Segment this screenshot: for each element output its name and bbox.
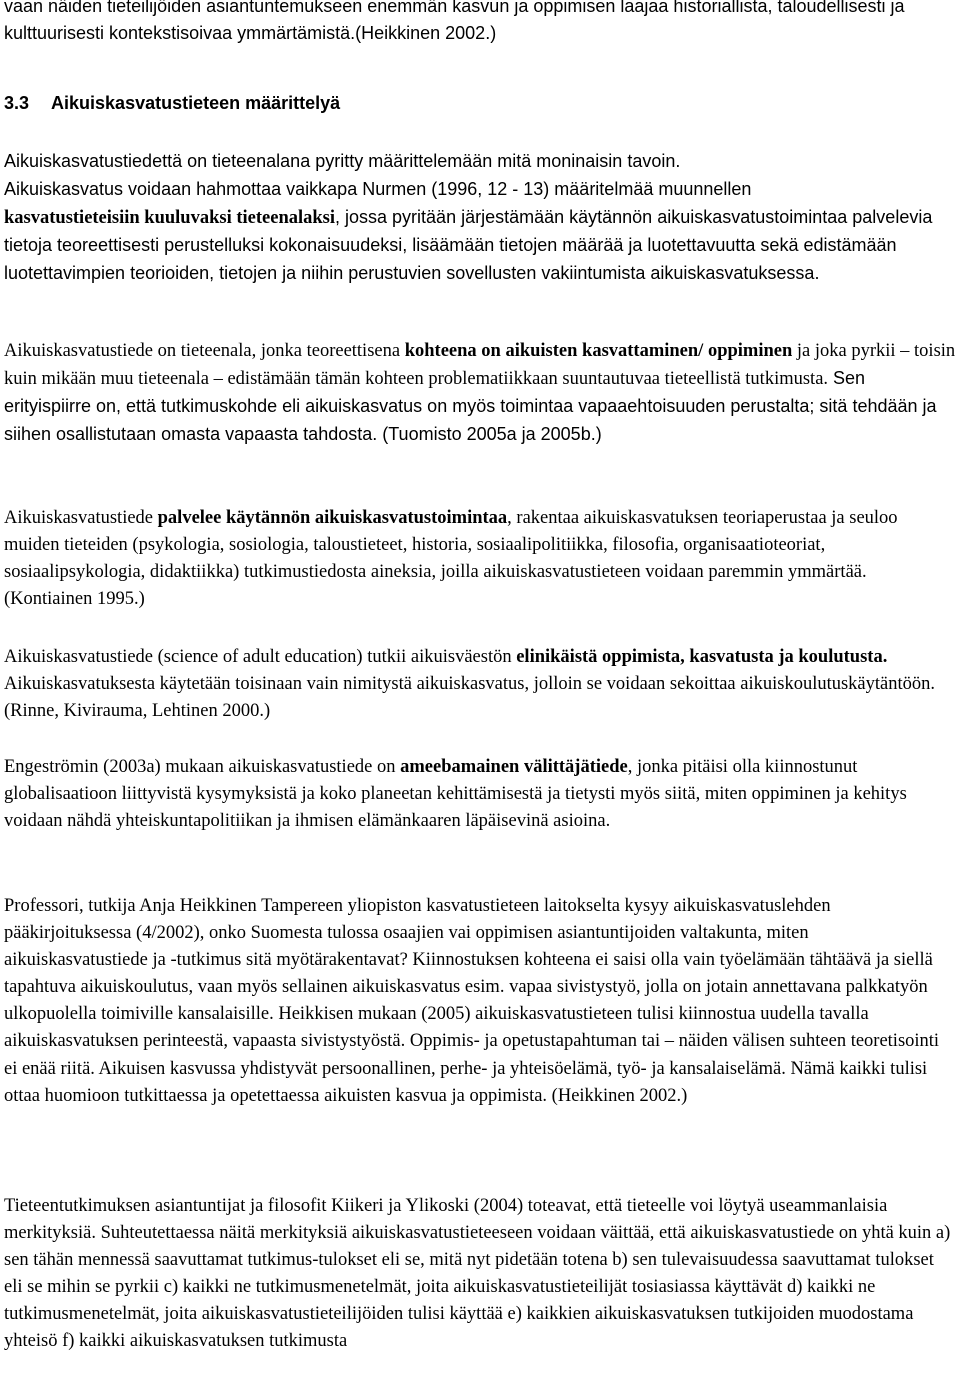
section-title: Aikuiskasvatustieteen määrittelyä <box>51 93 341 113</box>
emphasis-text: elinikäistä oppimista, kasvatusta ja koulutusta. <box>516 647 888 667</box>
paragraph-text: , jonka pitäisi olla kiinnostunut globalisaatioon liittyvistä kysymyksistä ja koko planeetan kehittämisestä ja tietysti myös siitä, miten oppiminen ja kehitys voidaan nähdä yhteiskuntapolitiikan ja ihmisen elämänkaaren läpäisevinä asioina. <box>4 757 907 832</box>
emphasis-text: kohteena on aikuisten kasvattaminen/ oppiminen <box>404 341 793 361</box>
paragraph-heikkinen <box>4 893 956 1110</box>
paragraph-practice <box>4 505 956 613</box>
paragraph-text: Engeströmin (2003a) mukaan aikuiskasvatustiede on <box>4 757 401 777</box>
section-heading <box>4 83 340 123</box>
paragraph-engestrom <box>4 754 956 835</box>
emphasis-text: kasvatustieteisiin kuuluvaksi tieteenalaksi <box>4 208 336 229</box>
paragraph-text: Aikuiskasvatustiede on tieteenala, jonka teoreettisena <box>4 341 405 361</box>
paragraph-text: Sen erityispiirre on, että tutkimuskohde eli aikuiskasvatus on myös toimintaa vapaaehtoisuuden perustalta; sitä tehdään ja siihen osallistutaan omasta vapaasta tahdosta. (Tuomisto 2005a ja 2005b.) <box>4 368 937 445</box>
paragraph-text: Aikuiskasvatus voidaan hahmottaa vaikkapa Nurmen (1996, 12 - 13) määritelmää muunnellen <box>4 179 752 200</box>
paragraph-text: , jossa pyritään järjestämään käytännön aikuiskasvatustoimintaa palvelevia tietoja teoreettisesti perustelluksi kokonaisuudeksi, lisäämään tietojen määrää ja luotettavuutta sekä edistämään luotettavimpien teorioiden, tietojen ja niihin perustuvien sovellusten vakiintumista aikuiskasvatuksessa. <box>4 207 933 284</box>
paragraph-text: ja joka pyrkii – toisin kuin mikään muu tieteenala – edistämään tämän kohteen problematiikkaan suuntautuvaa tieteellistä tutkimusta. <box>4 341 956 390</box>
paragraph-text: vaan näiden tieteilijöiden asiantuntemukseen enemmän kasvun ja oppimisen laajaa historiallista, taloudellisesti ja kulttuurisesti kontekstisoivaa ymmärtämistä.(Heikkinen 2002.) <box>4 0 905 44</box>
paragraph-definition <box>4 148 956 288</box>
emphasis-text: ameebamainen välittäjätiede <box>400 757 628 777</box>
paragraph-text: , rakentaa aikuiskasvatuksen teoriaperustaa ja seuloo muiden tieteiden (psykologia, sosiologia, taloustieteet, historia, sosiaalipolitiikka, filosofia, organisaatioteoriat, sosiaalipsykologia, didaktiikka) tutkimustiedosta aineksia, joilla aikuiskasvatustieteen voidaan paremmin ymmärtää. (Kontiainen 1995.) <box>4 508 898 610</box>
emphasis-text: palvelee käytännön aikuiskasvatustoimintaa <box>157 508 508 528</box>
paragraph-intro-continuation <box>4 0 956 47</box>
paragraph-kiikeri-ylikoski <box>4 1193 956 1356</box>
section-number: 3.3 <box>4 93 30 113</box>
paragraph-text: Aikuiskasvatustiede (science of adult education) tutkii aikuisväestön <box>4 647 517 667</box>
paragraph-text: Aikuiskasvatustiede <box>4 508 158 528</box>
paragraph-lifelong-learning <box>4 644 956 725</box>
paragraph-text: Tieteentutkimuksen asiantuntijat ja filosofit Kiikeri ja Ylikoski (2004) toteavat, että tieteelle voi löytyä useammanlaisia merkityksiä. Suhteutettaessa näitä merkityksiä aikuiskasvatustieteeseen voidaan väittää, että aikuiskasvatustiede on yhtä kuin a) sen tähän mennessä saavuttamat tutkimus-tulokset eli se, mitä nyt pidetään totena b) sen tulevaisuudessa saavuttamat tulokset eli se mihin se pyrkii c) kaikki ne tutkimusmenetelmät, joita aikuiskasvatustieteilijät tosiasiassa käyttävät d) kaikki ne tutkimusmenetelmät, joita aikuiskasvatustieteilijöiden tulisi käyttää e) kaikkien aikuiskasvatuksen tutkijoiden muodostama yhteisö f) kaikki aikuiskasvatuksen tutkimusta <box>4 1196 951 1352</box>
paragraph-field-description <box>4 338 956 449</box>
paragraph-text: Professori, tutkija Anja Heikkinen Tampereen yliopiston kasvatustieteen laitokselta kysyy aikuiskasvatuslehden pääkirjoituksessa (4/2002), onko Suomesta tulossa osaajien vai oppimisen asiantuntijoiden valtakunta, miten aikuiskasvatustiede ja -tutkimus sitä myötärakentavat? Kiinnostuksen kohteena ei saisi olla vain työelämään tähtäävä ja siellä tapahtuva aikuiskoulutus, vaan myös sellainen aikuiskasvatus esim. vapaa sivistystyö, jolla on jotain annettavana palkkatyön ulkopuolella toimiville kansalaisille. Heikkisen mukaan (2005) aikuiskasvatustieteen tulisi kiinnostua uudella tavalla aikuiskasvatuksen perinteestä, vapaasta sivistystyöstä. Oppimis- ja opetustapahtuman tai – näiden välisen suhteen teoretisointi ei enää riitä. Aikuisen kasvussa yhdistyvät persoonallinen, perhe- ja yhteisöelämä, työ- ja kansalaiselämä. Nämä kaikki tulisi ottaa huomioon tutkittaessa ja opetettaessa aikuisten kasvua ja oppimista. (Heikkinen 2002.) <box>4 896 940 1106</box>
paragraph-text: Aikuiskasvatuksesta käytetään toisinaan vain nimitystä aikuiskasvatus, jolloin se voidaan sekoittaa aikuiskoulutuskäytäntöön. (Rinne, Kivirauma, Lehtinen 2000.) <box>4 674 935 722</box>
paragraph-text: Aikuiskasvatustiedettä on tieteenalana pyritty määrittelemään mitä moninaisin tavoin. <box>4 151 681 171</box>
